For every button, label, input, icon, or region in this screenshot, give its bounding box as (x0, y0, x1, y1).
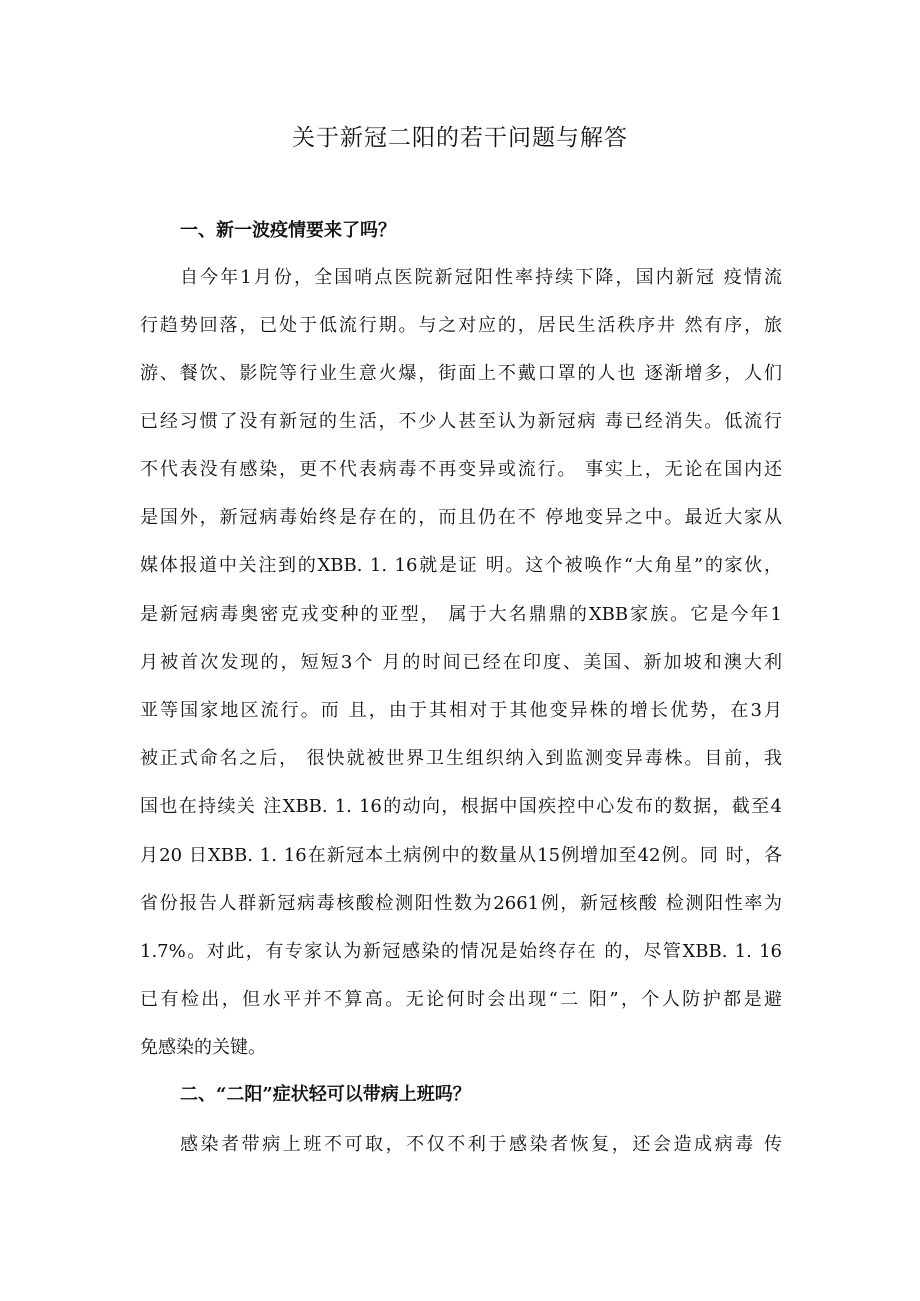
paragraph-line: 是国外，新冠病毒始终是存在的，而且仍在不 停地变异之中。最近大家从 (140, 507, 782, 528)
paragraph-line: 感染者带病上班不可取，不仅不利于感染者恢复，还会造成病毒 传 (180, 1134, 782, 1155)
section-heading-1: 一、新一波疫情要来了吗？ (180, 220, 396, 241)
paragraph-line: 免感染的关键。 (140, 1037, 266, 1058)
paragraph-line: 月被首次发现的，短短3个 月的时间已经在印度、美国、新加坡和澳大利 (140, 652, 782, 673)
paragraph-line: 1.7%。对此，有专家认为新冠感染的情况是始终存在 的，尽管XBB. 1. 16 (140, 941, 782, 962)
paragraph-line: 行趋势回落，已处于低流行期。与之对应的，居民生活秩序井 然有序，旅 (140, 315, 782, 336)
document-title: 关于新冠二阳的若干问题与解答 (292, 125, 628, 151)
paragraph-line: 被正式命名之后， 很快就被世界卫生组织纳入到监测变异毒株。目前，我 (140, 748, 782, 769)
paragraph-line: 省份报告人群新冠病毒核酸检测阳性数为2661例，新冠核酸 检测阳性率为 (140, 893, 782, 914)
paragraph-line: 已经习惯了没有新冠的生活，不少人甚至认为新冠病 毒已经消失。低流行 (140, 411, 782, 432)
paragraph-line: 月20 日XBB. 1. 16在新冠本土病例中的数量从15例增加至42例。同 时，各 (140, 845, 782, 866)
paragraph-line: 媒体报道中关注到的XBB. 1. 16就是证 明。这个被唤作“大角星”的家伙， (140, 555, 782, 576)
paragraph-line: 是新冠病毒奥密克戎变种的亚型， 属于大名鼎鼎的XBB家族。它是今年1 (140, 604, 782, 625)
paragraph-line: 不代表没有感染，更不代表病毒不再变异或流行。 事实上，无论在国内还 (140, 459, 782, 480)
paragraph-line: 亚等国家地区流行。而 且，由于其相对于其他变异株的增长优势，在3月 (140, 700, 782, 721)
section-heading-2: 二、“二阳”症状轻可以带病上班吗？ (180, 1084, 471, 1105)
paragraph-line: 已有检出，但水平并不算高。无论何时会出现“二 阳”，个人防护都是避 (140, 989, 782, 1010)
paragraph-line: 自今年1月份，全国哨点医院新冠阳性率持续下降，国内新冠 疫情流 (180, 267, 782, 288)
paragraph-line: 游、餐饮、影院等行业生意火爆，街面上不戴口罩的人也 逐渐增多，人们 (140, 363, 782, 384)
paragraph-line: 国也在持续关 注XBB. 1. 16的动向，根据中国疾控中心发布的数据，截至4 (140, 796, 782, 817)
